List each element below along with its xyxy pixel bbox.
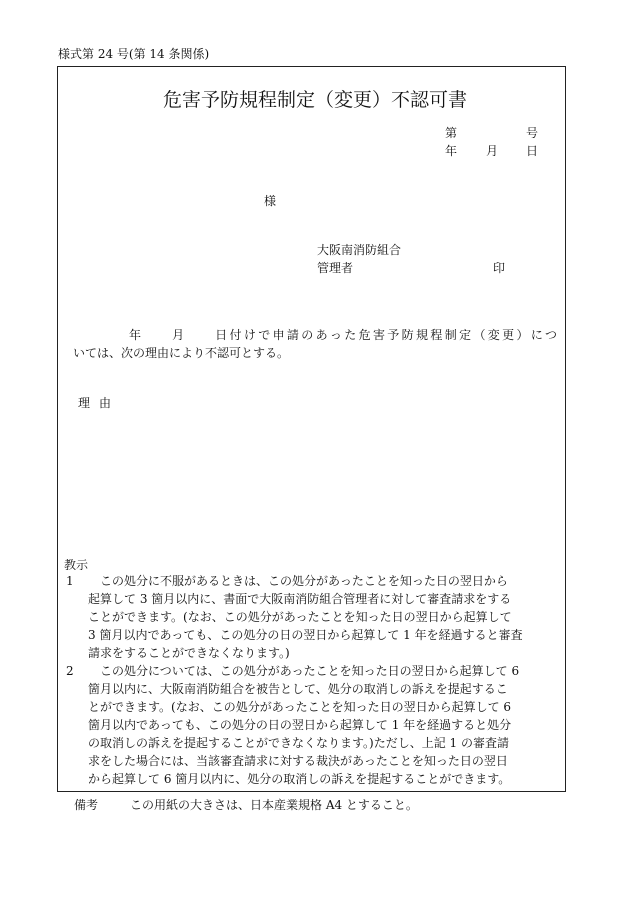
body-line-1: 年 月 日付けで申請のあった危害予防規程制定（変更）につ (129, 328, 557, 342)
note-line: 箇月以内であっても、この処分の日の翌日から起算して 1 年を経過すると処分 (88, 718, 512, 732)
note-line: の取消しの訴えを提起することができなくなります。)ただし、上記 1 の審査請 (88, 736, 509, 750)
note-line: とができます。(なお、この処分があったことを知った日の翌日から起算して 6 (88, 700, 512, 714)
form-label: 様式第 24 号(第 14 条関係) (58, 47, 210, 61)
body-line-2: いては、次の理由により不認可とする。 (73, 346, 290, 360)
note-line: 箇月以内に、大阪南消防組合を被告として、処分の取消しの訴えを提起するこ (88, 682, 508, 696)
note-line: この処分については、この処分があったことを知った日の翌日から起算して 6 (100, 664, 520, 678)
remarks-label: 備考 (74, 798, 99, 812)
notes-heading: 教示 (64, 558, 89, 572)
remarks-text: この用紙の大きさは、日本産業規格 A4 とすること。 (130, 798, 418, 812)
sender-organization: 大阪南消防組合 (317, 243, 402, 257)
seal-mark: 印 (493, 261, 506, 275)
note-item (66, 662, 548, 788)
note-number: 1 (66, 574, 74, 588)
note-line: 求をした場合には、当該審査請求に対する裁決があったことを知った日の翌日 (88, 754, 508, 768)
date-month-label: 月 (486, 144, 499, 158)
note-item (66, 572, 548, 662)
note-line: この処分に不服があるときは、この処分があったことを知った日の翌日から (100, 574, 508, 588)
note-line: 請求をすることができなくなります。) (88, 646, 290, 660)
reason-label: 理由 (78, 396, 121, 410)
date-year-label: 年 (445, 144, 458, 158)
doc-number-prefix: 第 (445, 126, 458, 140)
document-title: 危害予防規程制定（変更）不認可書 (162, 89, 467, 111)
addressee-suffix: 様 (264, 194, 277, 208)
note-text (88, 572, 548, 662)
note-line: 起算して 3 箇月以内に、書面で大阪南消防組合管理者に対して審査請求をする (88, 592, 512, 606)
note-line: 3 箇月以内であっても、この処分の日の翌日から起算して 1 年を経過すると審査 (88, 628, 523, 642)
doc-number-suffix: 号 (526, 126, 539, 140)
note-line: から起算して 6 箇月以内に、処分の取消しの訴えを提起することができます。 (88, 772, 511, 786)
date-day-label: 日 (526, 144, 539, 158)
note-text (88, 662, 548, 788)
body-paragraph (73, 326, 557, 362)
note-number: 2 (66, 664, 74, 678)
note-line: ことができます。(なお、この処分があったことを知った日の翌日から起算して (88, 610, 512, 624)
sender-title: 管理者 (317, 261, 354, 275)
